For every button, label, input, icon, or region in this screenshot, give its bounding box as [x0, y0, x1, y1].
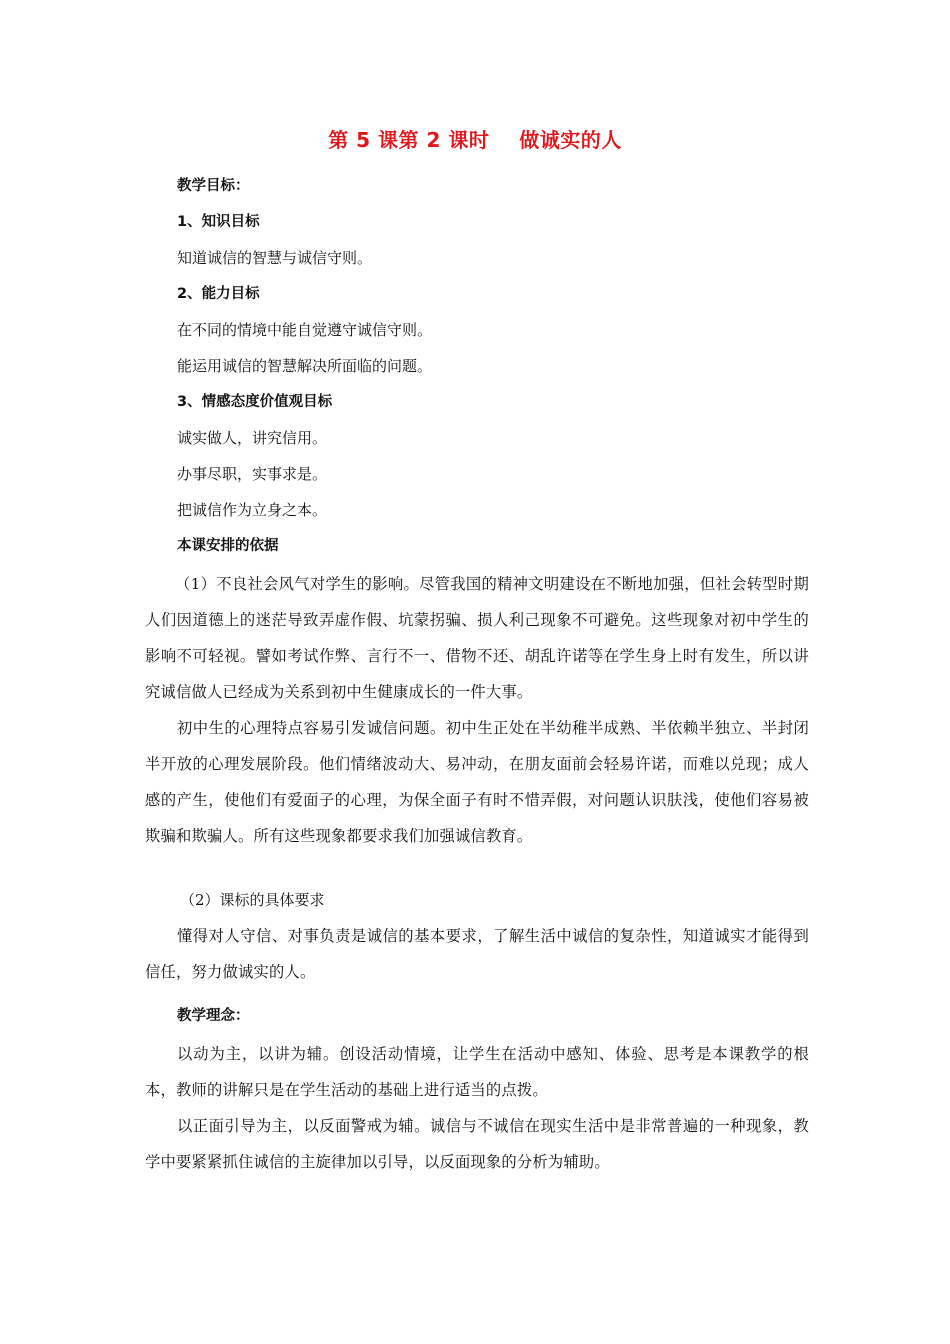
attitude-item: 办事尽职，实事求是。 — [177, 465, 328, 483]
knowledge-heading: 1、知识目标 — [177, 214, 260, 230]
ability-item: 能运用诚信的智慧解决所面临的问题。 — [177, 357, 433, 375]
attitude-item: 把诚信作为立身之本。 — [177, 501, 328, 519]
philosophy-paragraph-1: 以动为主，以讲为辅。创设活动情境，让学生在活动中感知、体验、思考是本课教学的根本，教师的讲解只是在学生活动的基础上进行适当的点拨。 — [145, 1045, 809, 1099]
basis-paragraph-1: （1）不良社会风气对学生的影响。尽管我国的精神文明建设在不断地加强，但社会转型时期人们因道德上的迷茫导致弄虚作假、坑蒙拐骗、损人利己现象不可避免。这些现象对初中学生的影响不可轻视。譬如考试作弊、言行不一、借物不还、胡乱许诺等在学生身上时有发生，所以讲究诚信做人已经成为关系到初中生健康成长的一件大事。 — [145, 575, 809, 701]
basis-paragraph-4: 懂得对人守信、对事负责是诚信的基本要求，了解生活中诚信的复杂性，知道诚实才能得到信任，努力做诚实的人。 — [145, 927, 809, 981]
attitude-heading: 3、情感态度价值观目标 — [177, 394, 333, 410]
philosophy-paragraph-2: 以正面引导为主，以反面警戒为辅。诚信与不诚信在现实生活中是非常普遍的一种现象，教学中要紧紧抓住诚信的主旋律加以引导，以反面现象的分析为辅助。 — [145, 1117, 809, 1171]
objectives-heading: 教学目标： — [177, 178, 250, 194]
attitude-item: 诚实做人，讲究信用。 — [177, 429, 328, 447]
document-title: 第 5 课第 2 课时 做诚实的人 — [328, 128, 622, 152]
basis-heading: 本课安排的依据 — [177, 538, 279, 554]
ability-heading: 2、能力目标 — [177, 286, 260, 302]
basis-subheading: （2）课标的具体要求 — [180, 891, 325, 909]
basis-paragraph-2: 初中生的心理特点容易引发诚信问题。初中生正处在半幼稚半成熟、半依赖半独立、半封闭半开放的心理发展阶段。他们情绪波动大、易冲动，在朋友面前会轻易许诺，而难以兑现；成人感的产生，使他们有爱面子的心理，为保全面子有时不惜弄假，对问题认识肤浅，使他们容易被欺骗和欺骗人。所有这些现象都要求我们加强诚信教育。 — [145, 719, 809, 845]
philosophy-heading: 教学理念： — [177, 1008, 250, 1024]
ability-item: 在不同的情境中能自觉遵守诚信守则。 — [177, 321, 433, 339]
knowledge-item: 知道诚信的智慧与诚信守则。 — [177, 249, 373, 267]
